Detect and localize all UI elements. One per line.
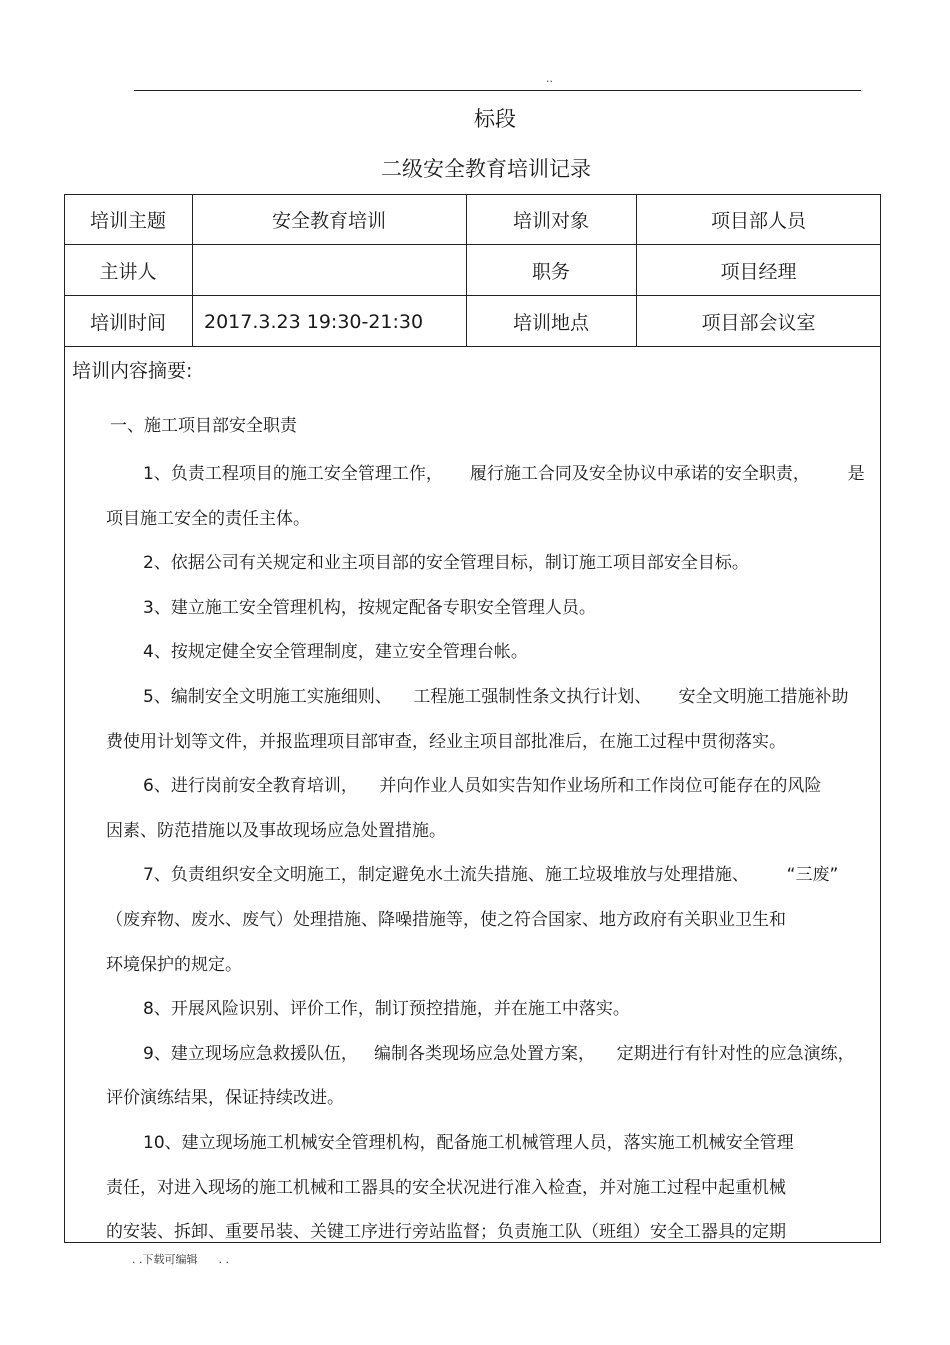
training-time-label: 培训时间 bbox=[89, 312, 166, 334]
content-line: 项目施工安全的责任主体。 bbox=[106, 509, 310, 529]
content-line: 8、开展风险识别、评价工作，制订预控措施，并在施工中落实。 bbox=[143, 999, 630, 1019]
content-line: 10、建立现场施工机械安全管理机构，配备施工机械管理人员，落实施工机械安全管理 bbox=[143, 1133, 794, 1153]
content-line: 费使用计划等文件，并报监理项目部审查，经业主项目部批准后，在施工过程中贯彻落实。 bbox=[106, 732, 786, 752]
content-line: 责任，对进入现场的施工机械和工器具的安全状况进行准入检查，并对施工过程中起重机械 bbox=[106, 1178, 786, 1198]
content-line: 4、按规定健全安全管理制度，建立安全管理台帐。 bbox=[143, 642, 528, 662]
position-value: 项目经理 bbox=[720, 261, 797, 283]
lecturer-label: 主讲人 bbox=[99, 261, 157, 283]
footer-note: . .下载可编辑 . . bbox=[132, 1253, 229, 1266]
content-summary-label: 培训内容摘要: bbox=[72, 360, 193, 382]
content-line: 9、建立现场应急救援队伍， 编制各类现场应急处置方案， 定期进行有针对性的应急演练， bbox=[143, 1044, 855, 1064]
section-heading: 一、施工项目部安全职责 bbox=[110, 416, 297, 436]
training-time-value: 2017.3.23 19:30-21:30 bbox=[204, 310, 424, 333]
content-line: 1、负责工程项目的施工安全管理工作， 履行施工合同及安全协议中承诺的安全职责， 是 bbox=[143, 464, 865, 484]
training-location-value: 项目部会议室 bbox=[701, 312, 816, 334]
training-audience-label: 培训对象 bbox=[512, 210, 589, 232]
content-line: （废弃物、废水、废气）处理措施、降噪措施等，使之符合国家、地方政府有关职业卫生和 bbox=[106, 910, 786, 930]
content-line: 5、编制安全文明施工实施细则、 工程施工强制性条文执行计划、 安全文明施工措施补助 bbox=[143, 687, 849, 707]
content-line: 因素、防范措施以及事故现场应急处置措施。 bbox=[106, 821, 446, 841]
position-label: 职务 bbox=[531, 261, 570, 283]
document-title: 二级安全教育培训记录 bbox=[381, 157, 591, 181]
document-section-title: 标段 bbox=[474, 107, 516, 131]
header-dots: .. bbox=[546, 72, 553, 85]
content-line: 评价演练结果，保证持续改进。 bbox=[106, 1088, 344, 1108]
training-audience-value: 项目部人员 bbox=[710, 210, 806, 232]
content-line: 环境保护的规定。 bbox=[106, 955, 242, 975]
training-location-label: 培训地点 bbox=[512, 312, 589, 334]
content-line: 3、建立施工安全管理机构，按规定配备专职安全管理人员。 bbox=[143, 598, 596, 618]
content-line: 6、进行岗前安全教育培训， 并向作业人员如实告知作业场所和工作岗位可能存在的风险 bbox=[143, 776, 822, 796]
training-topic-value: 安全教育培训 bbox=[271, 210, 386, 232]
training-topic-label: 培训主题 bbox=[89, 210, 166, 232]
header-rule bbox=[134, 90, 861, 91]
content-line: 的安装、拆卸、重要吊装、关键工序进行旁站监督；负责施工队（班组）安全工器具的定期 bbox=[106, 1222, 786, 1242]
content-line: 2、依据公司有关规定和业主项目部的安全管理目标，制订施工项目部安全目标。 bbox=[143, 553, 749, 573]
content-line: 7、负责组织安全文明施工，制定避免水土流失措施、施工垃圾堆放与处理措施、 “三废” bbox=[143, 865, 839, 885]
lecturer-value bbox=[192, 245, 466, 296]
